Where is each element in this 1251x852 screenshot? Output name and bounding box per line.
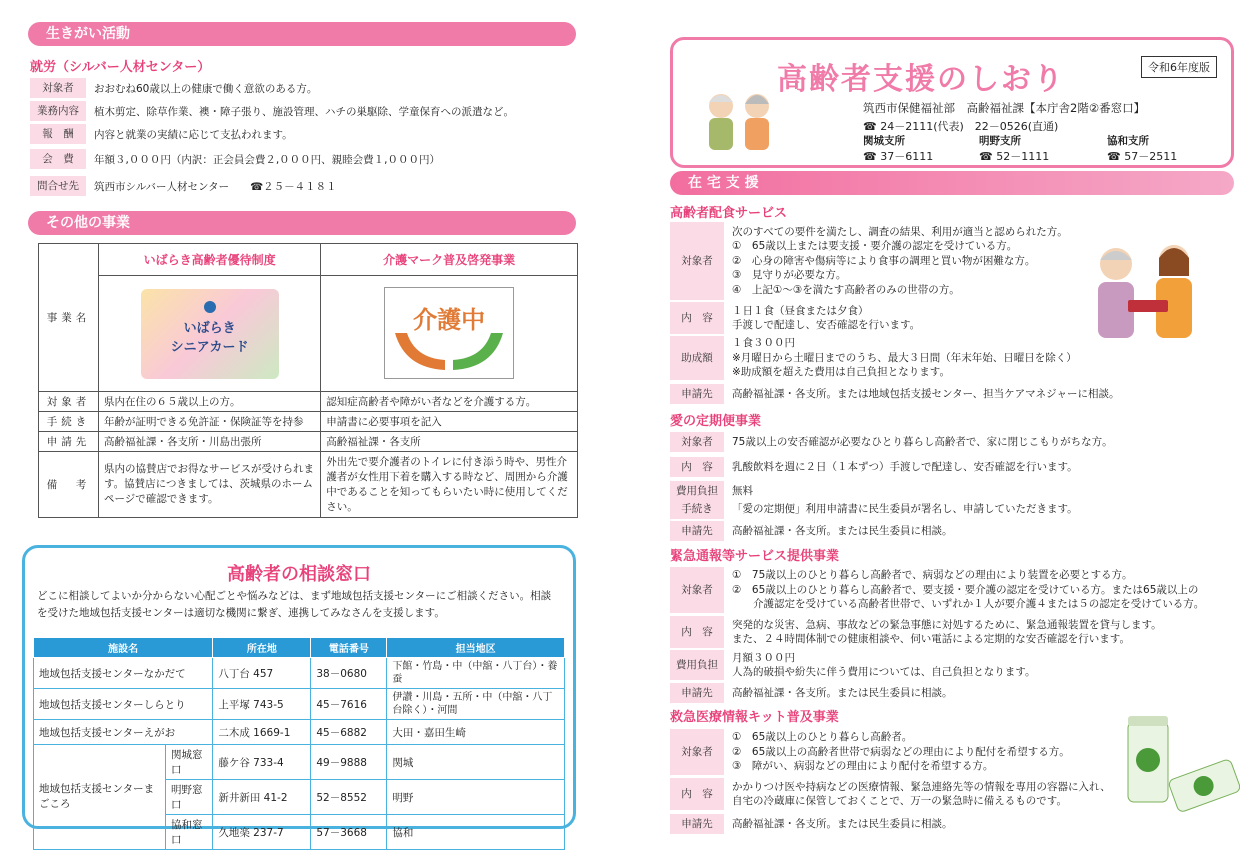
row-label: 内 容: [670, 457, 724, 477]
text-line: 75歳以上の安否確認が必要なひとり暮らし高齢者で、家に閉じこもりがちな方。: [732, 435, 1113, 448]
kit-apply-row: [670, 814, 953, 834]
facility-area: 明野: [387, 780, 565, 815]
job-row-label: 会 費: [30, 149, 86, 169]
text-line: 介護認定を受けている高齢者世帯で、いずれか１人が要介護４または５の認定を受けている方。: [732, 598, 1205, 611]
facility-phone: 45－7616: [311, 689, 387, 720]
consultation-description: どこに相談してよいか分からない心配ごとや悩みなどは、まず地域包括支援センターにご相談ください。相談を受けた地域包括支援センターは適切な機関に繋ぎ、連携してみなさんを支援します。: [37, 590, 552, 619]
senior-card-image: [141, 289, 279, 379]
facility-address: 上平塚 743-5: [213, 689, 311, 720]
table-row: [34, 658, 565, 689]
row-label: 費用負担: [670, 481, 724, 501]
facility-address: 二木成 1669-1: [213, 720, 311, 745]
facility-phone: 49－9888: [311, 745, 387, 780]
card-line1: いばらき: [183, 320, 236, 336]
text-line: 無料: [732, 484, 753, 497]
window-name: 関城窓口: [166, 745, 213, 780]
text-line: 高齢福祉課・各支所。または民生委員に相談。: [732, 817, 953, 830]
row-text: [724, 457, 1078, 477]
row-label: 対象者: [670, 222, 724, 300]
job-row: [30, 149, 440, 169]
job-row-label: 報 酬: [30, 124, 86, 144]
row-text: [724, 521, 953, 541]
job-section-title: 就労（シルバー人材センター）: [30, 60, 211, 75]
branch-kyowa: [1107, 133, 1177, 164]
row-text: [724, 729, 1070, 775]
branch-name: 明野支所: [979, 135, 1021, 147]
kaigo-mark-cell: [321, 276, 578, 392]
love-title: 愛の定期便事業: [670, 414, 762, 429]
text-line: 人為的破損や紛失に伴う費用については、自己負担となります。: [732, 666, 1036, 678]
facility-phone: 57－3668: [311, 815, 387, 850]
window-name: 明野窓口: [166, 780, 213, 815]
love-row: [670, 457, 1078, 477]
facility-phone: 45－6882: [311, 720, 387, 745]
text-line: 乳酸飲料を週に２日（１本ずつ）手渡しで配達し、安否確認を行います。: [732, 460, 1078, 473]
card-line2: シニアカード: [170, 339, 249, 355]
text-line: 自宅の冷蔵庫に保管しておくことで、万一の緊急時に備えるものです。: [732, 795, 1067, 807]
row-label: 手続き: [39, 412, 99, 432]
other-services-table: [38, 243, 578, 518]
facility-phone: 38－0680: [311, 658, 387, 689]
text-line: ※月曜日から土曜日までのうち、最大３日間（年末年始、日曜日を除く）: [732, 351, 1077, 364]
emergency-apply-row: [670, 683, 953, 703]
text-line: ② 心身の障害や傷病等により食事の調理と買い物が困難な方。: [732, 254, 1036, 267]
emblem-icon: [204, 301, 216, 313]
facility-address: 藤ケ谷 733-4: [213, 745, 311, 780]
header-box: [670, 37, 1234, 168]
meal-target-row: [670, 222, 1068, 300]
text-line: 高齢福祉課・各支所。または地域包括支援センター、担当ケアマネジャーに相談。: [732, 387, 1120, 400]
cell-b: 外出先で要介護者のトイレに付き添う時や、男性介護者が女性用下着を購入する時など、周囲から介護中であることを知ってもらいたい時に使用してください。: [321, 452, 578, 518]
love-row: [670, 481, 753, 501]
cell-b: 認知症高齢者や障がい者などを介護する方。: [321, 392, 578, 412]
row-text: [724, 222, 1068, 300]
job-row-text: 内容と就業の実績に応じて支払われます。: [94, 128, 293, 141]
facility-name: 地域包括支援センターまごころ: [34, 745, 166, 850]
row-label: 費用負担: [670, 650, 724, 680]
section-band-home-support: 在 宅 支 援: [670, 171, 1234, 195]
text-line: ① 65歳以上のひとり暮らし高齢者。: [732, 731, 913, 744]
facility-address: 新井新田 41-2: [213, 780, 311, 815]
facility-area: 下館・竹島・中（中舘・八丁台）・養蚕: [387, 658, 565, 689]
facility-name: 地域包括支援センターしらとり: [34, 689, 213, 720]
cell-b: 申請書に必要事項を記入: [321, 412, 578, 432]
text-line: ④ 上記①～③を満たす高齢者のみの世帯の方。: [732, 283, 960, 296]
text-line: ② 65歳以上の高齢者世帯で病弱などの理由により配付を希望する方。: [732, 745, 1070, 758]
section-band-ikigai: 生きがい活動: [28, 22, 576, 46]
facility-name: 地域包括支援センターなかだて: [34, 658, 213, 689]
text-line: ③ 見守りが必要な方。: [732, 269, 847, 282]
branch-name: 関城支所: [863, 135, 905, 147]
facility-phone: 52－8552: [311, 780, 387, 815]
row-label: 備 考: [39, 452, 99, 518]
kit-target-row: [670, 729, 1070, 775]
row-label: 内 容: [670, 616, 724, 648]
row-label: 内 容: [670, 778, 724, 810]
elderly-couple-icon: [697, 88, 783, 152]
text-line: ① 75歳以上のひとり暮らし高齢者で、病弱などの理由により装置を必要とする方。: [732, 569, 1133, 582]
meal-delivery-illustration: [1086, 236, 1206, 340]
year-badge: 令和6年度版: [1141, 56, 1217, 78]
branch-akeno: [979, 133, 1049, 164]
facility-name: 地域包括支援センターえがお: [34, 720, 213, 745]
row-label: 申請先: [39, 432, 99, 452]
col-header-area: 担当地区: [387, 638, 565, 658]
kit-content-row: [670, 778, 1111, 810]
text-line: ② 65歳以上のひとり暮らし高齢者で、要支援・要介護の認定を受けている方。または65歳以上の: [732, 583, 1199, 596]
meal-apply-row: [670, 384, 1119, 404]
table-row: [34, 689, 565, 720]
row-label: 対象者: [670, 729, 724, 775]
facility-address: 八丁台 457: [213, 658, 311, 689]
job-row-text: 筑西市シルバー人材センター ☎２５－４１８１: [94, 180, 337, 193]
facility-area: 協和: [387, 815, 565, 850]
row-label: 対象者: [670, 567, 724, 613]
consultation-table: [33, 637, 565, 850]
job-row-label: 対象者: [30, 78, 86, 98]
row-text: [724, 432, 1113, 452]
medical-kit-icon: [1120, 712, 1240, 822]
job-row: [30, 124, 293, 144]
cell-a: 高齢福祉課・各支所・川島出張所: [99, 432, 321, 452]
col-header-facility: 施設名: [34, 638, 213, 658]
row-label: 内 容: [670, 302, 724, 334]
row-text: [724, 650, 1035, 680]
emergency-cost-row: [670, 650, 1035, 680]
row-text: [724, 302, 920, 334]
facility-area: 関城: [387, 745, 565, 780]
col-header-kaigo-mark: 介護マーク普及啓発事業: [321, 244, 578, 276]
job-row: [30, 78, 317, 98]
job-row-text: おおむね60歳以上の健康で働く意欲のある方。: [94, 82, 318, 95]
col-header-phone: 電話番号: [311, 638, 387, 658]
love-row: [670, 499, 1078, 519]
row-text: [724, 778, 1111, 810]
row-text: [724, 481, 753, 501]
job-row-label: 業務内容: [30, 101, 86, 121]
text-line: 高齢福祉課・各支所。または民生委員に相談。: [732, 686, 953, 699]
row-text: [724, 567, 1204, 613]
text-line: 「愛の定期便」利用申請書に民生委員が署名し、申請していただきます。: [732, 502, 1078, 515]
branch-sekijo: [863, 133, 933, 164]
text-line: 高齢福祉課・各支所。または民生委員に相談。: [732, 524, 953, 537]
facility-area: 大田・嘉田生崎: [387, 720, 565, 745]
department: 筑西市保健福祉部 高齢福祉課【本庁舎2階②番窓口】: [863, 101, 1146, 115]
row-label: 助成額: [670, 336, 724, 380]
cell-a: 県内の協賛店でお得なサービスが受けられます。協賛店につきましては、茨城県のホームページで確認できます。: [99, 452, 321, 518]
emergency-target-row: [670, 567, 1204, 613]
text-line: また、２４時間体制での健康相談や、伺い電話による定期的な安否確認を行います。: [732, 633, 1130, 645]
text-line: １食３００円: [732, 337, 795, 350]
section-band-other: その他の事業: [28, 211, 576, 235]
facility-address: 久地楽 237-7: [213, 815, 311, 850]
cell-a: 年齢が証明できる免許証・保険証等を持参: [99, 412, 321, 432]
emergency-title: 緊急通報等サービス提供事業: [670, 549, 840, 564]
text-line: 手渡しで配達し、安否確認を行います。: [732, 319, 921, 331]
kaigo-mark-image: [384, 287, 514, 379]
job-row-text: 植木剪定、除草作業、襖・障子張り、施設管理、ハチの巣駆除、学童保育への派遣など。: [94, 105, 514, 118]
love-row: [670, 521, 953, 541]
row-label: 対象者: [39, 392, 99, 412]
row-text: [724, 499, 1078, 519]
job-row: [30, 101, 514, 121]
text-line: かかりつけ医や持病などの医療情報、緊急連絡先等の情報を専用の容器に入れ、: [732, 780, 1111, 793]
main-phone: ☎ 24－2111(代表) 22－0526(直通): [863, 120, 1059, 133]
row-label: 申請先: [670, 521, 724, 541]
love-row: [670, 432, 1113, 452]
meal-aid-row: [670, 336, 1077, 380]
senior-card-cell: [99, 276, 321, 392]
row-text: [724, 683, 953, 703]
text-line: ① 65歳以上または要支援・要介護の認定を受けている方。: [732, 240, 1018, 253]
text-line: ③ 障がい、病弱などの理由により配付を希望する方。: [732, 760, 994, 773]
meal-title: 高齢者配食サービス: [670, 206, 788, 221]
col-header-address: 所在地: [213, 638, 311, 658]
row-label: 申請先: [670, 384, 724, 404]
meal-content-row: [670, 302, 920, 334]
table-row: [34, 745, 565, 780]
text-line: ※助成額を超えた費用は自己負担となります。: [732, 366, 950, 379]
row-text: [724, 384, 1119, 404]
page-title: 高齢者支援のしおり: [777, 62, 1065, 97]
text-line: １日１食（昼食または夕食）: [732, 304, 869, 317]
job-row: [30, 176, 337, 196]
row-label: 手続き: [670, 499, 724, 519]
emergency-content-row: [670, 616, 1162, 648]
cell-b: 高齢福祉課・各支所: [321, 432, 578, 452]
row-label-name: 事業名: [39, 244, 99, 392]
text-line: 突発的な災害、急病、事故などの緊急事態に対処するために、緊急通報装置を貸与します。: [732, 618, 1162, 631]
row-label: 申請先: [670, 683, 724, 703]
branch-name: 協和支所: [1107, 135, 1149, 147]
job-row-text: 年額３,０００円（内訳：正会員会費２,０００円、親睦会費１,０００円）: [94, 153, 441, 166]
text-line: 次のすべての要件を満たし、調査の結果、利用が適当と認められた方。: [732, 225, 1068, 238]
branch-phone: ☎ 57－2511: [1107, 150, 1178, 163]
table-row: [34, 720, 565, 745]
kit-title: 救急医療情報キット普及事業: [670, 710, 839, 725]
consultation-box: [22, 545, 576, 846]
row-label: 対象者: [670, 432, 724, 452]
consultation-title: 高齢者の相談窓口: [227, 564, 371, 585]
branch-phone: ☎ 52－1111: [979, 150, 1050, 163]
job-row-label: 問合せ先: [30, 176, 86, 196]
cell-a: 県内在住の６５歳以上の方。: [99, 392, 321, 412]
col-header-senior-card: いばらき高齢者優待制度: [99, 244, 321, 276]
row-text: [724, 814, 953, 834]
facility-area: 伊讃・川島・五所・中（中舘・八丁台除く）・河間: [387, 689, 565, 720]
row-label: 申請先: [670, 814, 724, 834]
kaigo-text: 介護中: [413, 305, 486, 334]
row-text: [724, 336, 1077, 380]
window-name: 協和窓口: [166, 815, 213, 850]
text-line: 月額３００円: [732, 651, 795, 664]
row-text: [724, 616, 1162, 648]
branch-phone: ☎ 37－6111: [863, 150, 934, 163]
